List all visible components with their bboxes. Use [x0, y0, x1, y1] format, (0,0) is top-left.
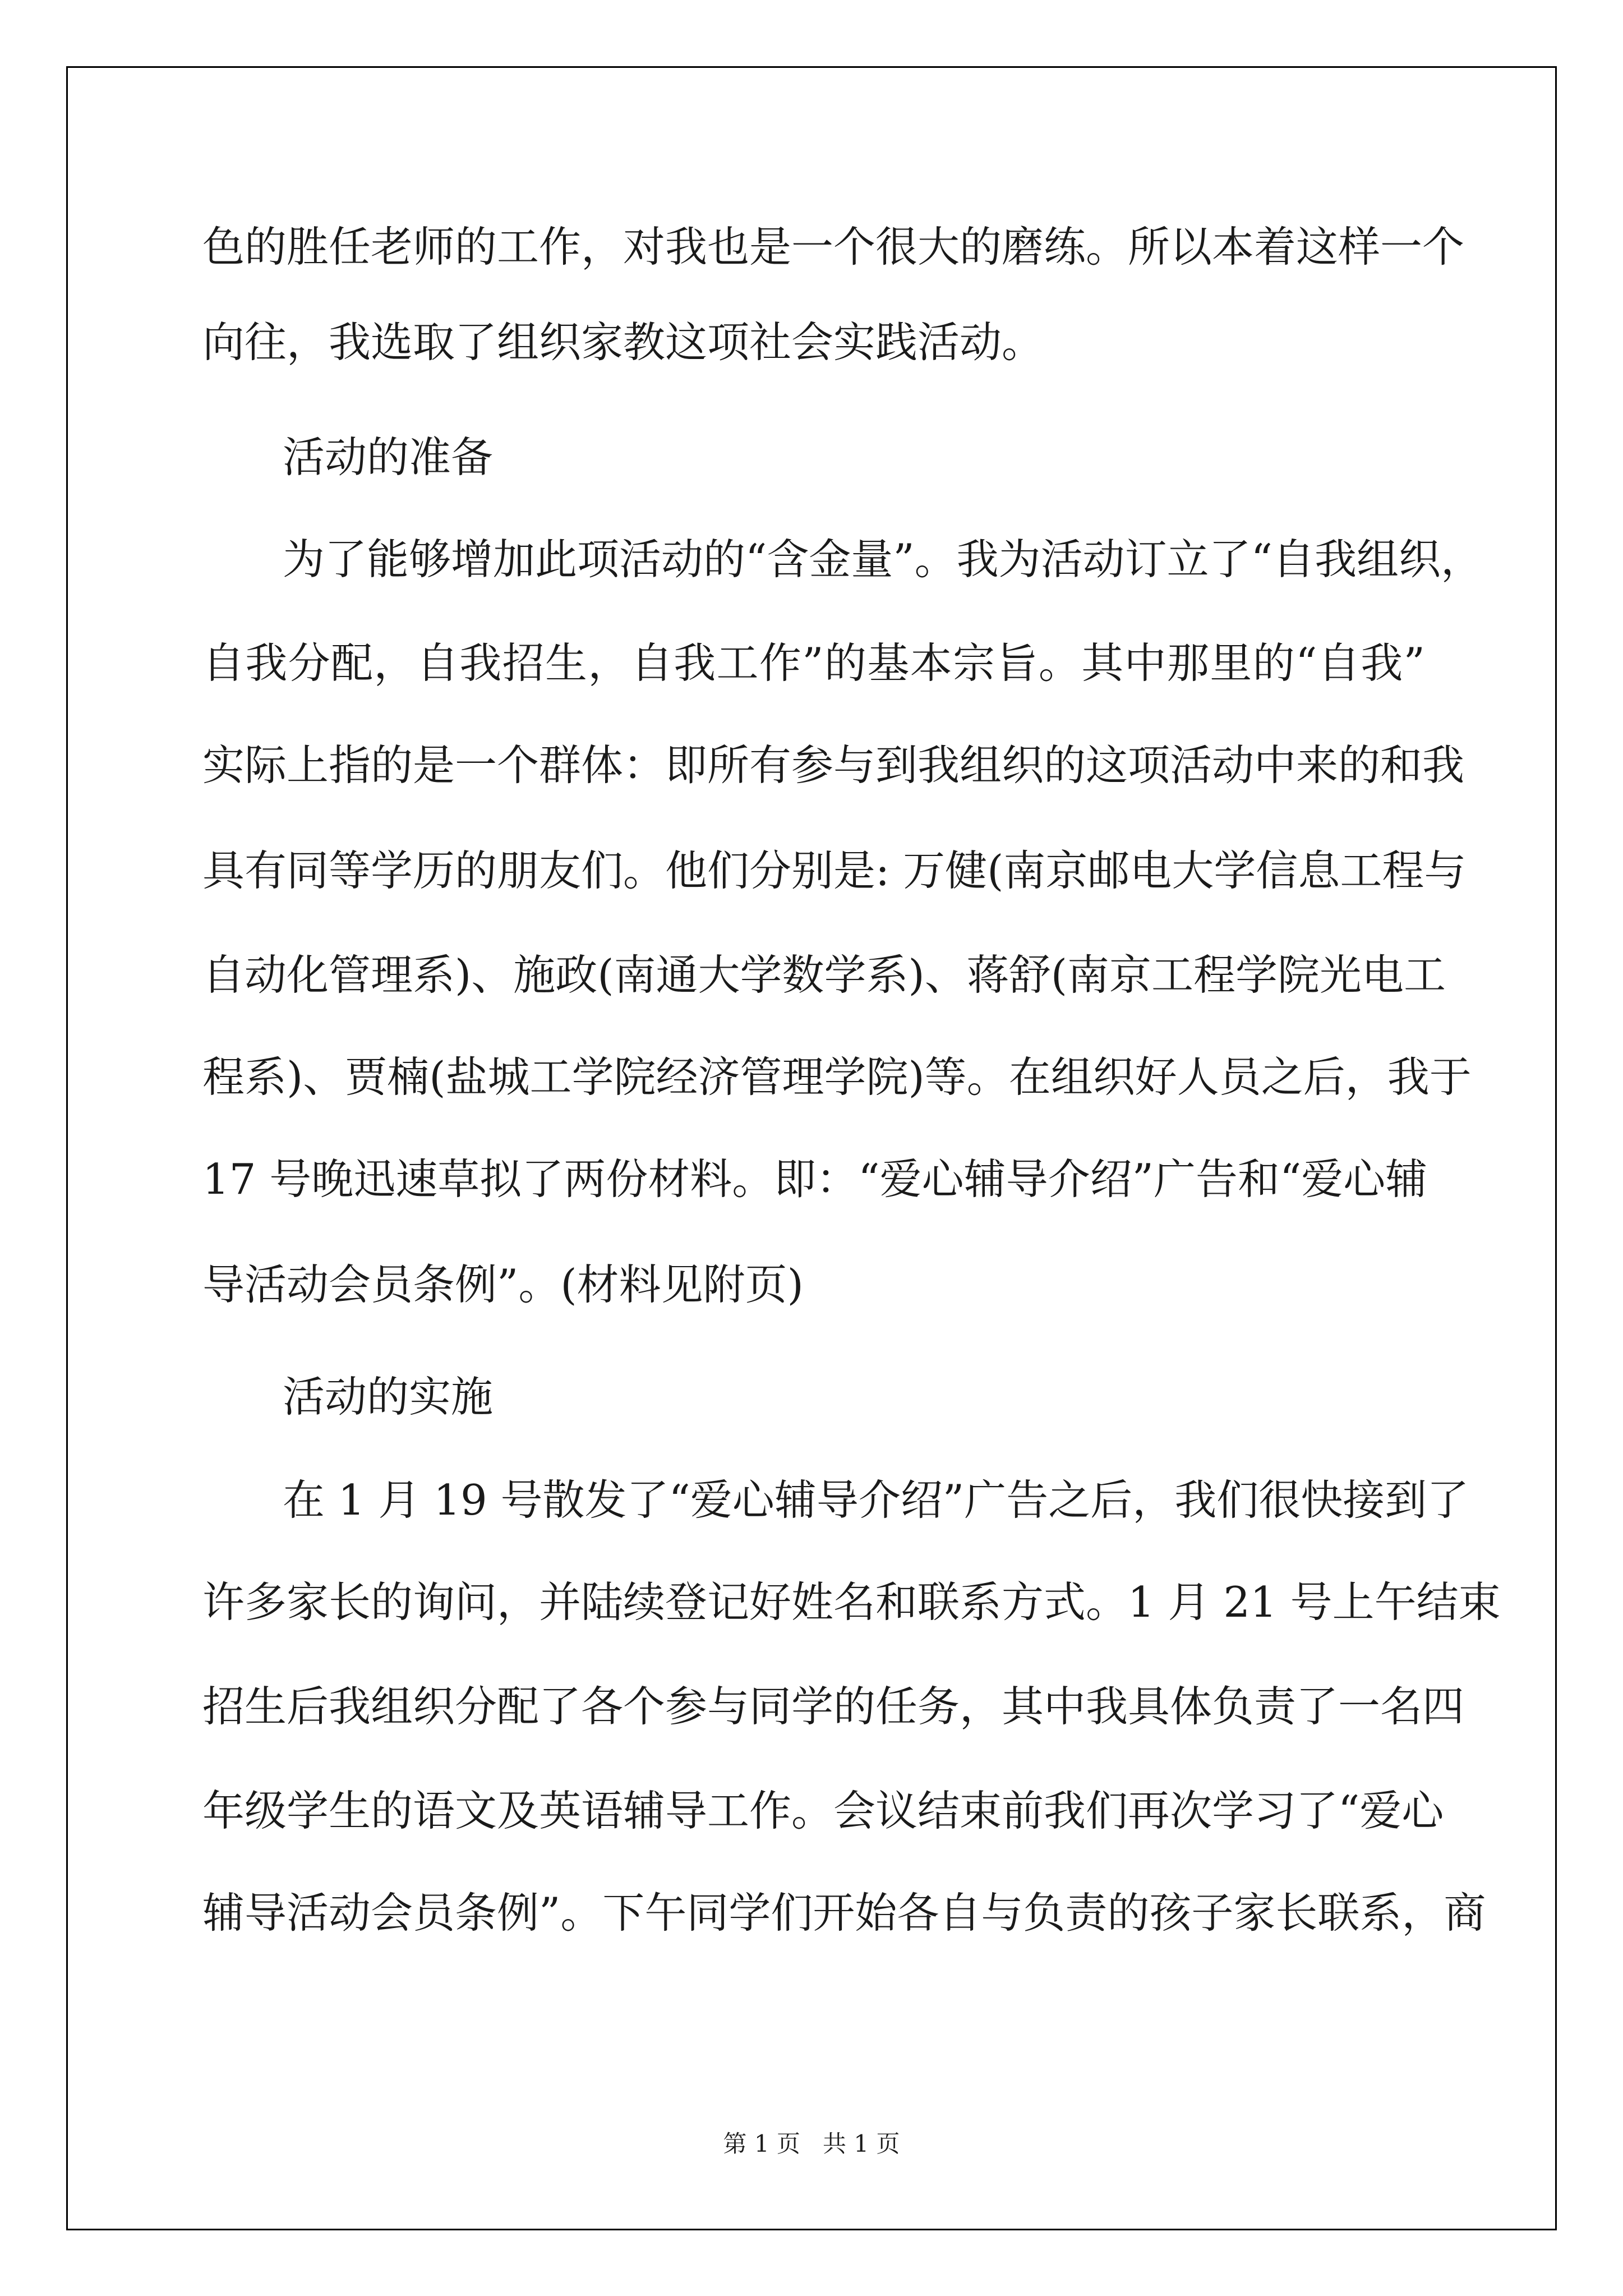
text-line: 为了能够增加此项活动的“含金量”。我为活动订立了“自我组织， [283, 535, 1483, 584]
text-line: 在 1 月 19 号散发了“爱心辅导介绍”广告之后，我们很快接到了 [283, 1475, 1469, 1525]
section-heading: 活动的实施 [283, 1372, 494, 1421]
page-footer: 第 1 页 共 1 页 [723, 2130, 900, 2157]
text-line: 年级学生的语文及英语辅导工作。会议结束前我们再次学习了“爱心 [202, 1786, 1444, 1835]
text-line: 自动化管理系)、施政(南通大学数学系)、蒋舒(南京工程学院光电工 [202, 950, 1446, 1000]
text-line: 许多家长的询问，并陆续登记好姓名和联系方式。1 月 21 号上午结束 [202, 1577, 1501, 1627]
text-line: 自我分配，自我招生，自我工作”的基本宗旨。其中那里的“自我” [202, 638, 1425, 688]
text-line: 色的胜任老师的工作，对我也是一个很大的磨练。所以本着这样一个 [202, 222, 1465, 272]
text-line: 程系)、贾楠(盐城工学院经济管理学院)等。在组织好人员之后，我于 [202, 1052, 1472, 1102]
text-line: 辅导活动会员条例”。下午同学们开始各自与负责的孩子家长联系，商 [202, 1888, 1486, 1938]
text-line: 导活动会员条例”。(材料见附页) [202, 1260, 804, 1309]
text-line: 具有同等学历的朋友们。他们分别是: 万健(南京邮电大学信息工程与 [202, 846, 1467, 895]
text-line: 实际上指的是一个群体：即所有参与到我组织的这项活动中来的和我 [202, 740, 1465, 790]
text-line: 17 号晚迅速草拟了两份材料。即：“爱心辅导介绍”广告和“爱心辅 [202, 1154, 1428, 1204]
text-line: 向往，我选取了组织家教这项社会实践活动。 [202, 318, 1044, 367]
section-heading: 活动的准备 [283, 432, 494, 482]
text-line: 招生后我组织分配了各个参与同学的任务，其中我具体负责了一名四 [202, 1682, 1465, 1731]
